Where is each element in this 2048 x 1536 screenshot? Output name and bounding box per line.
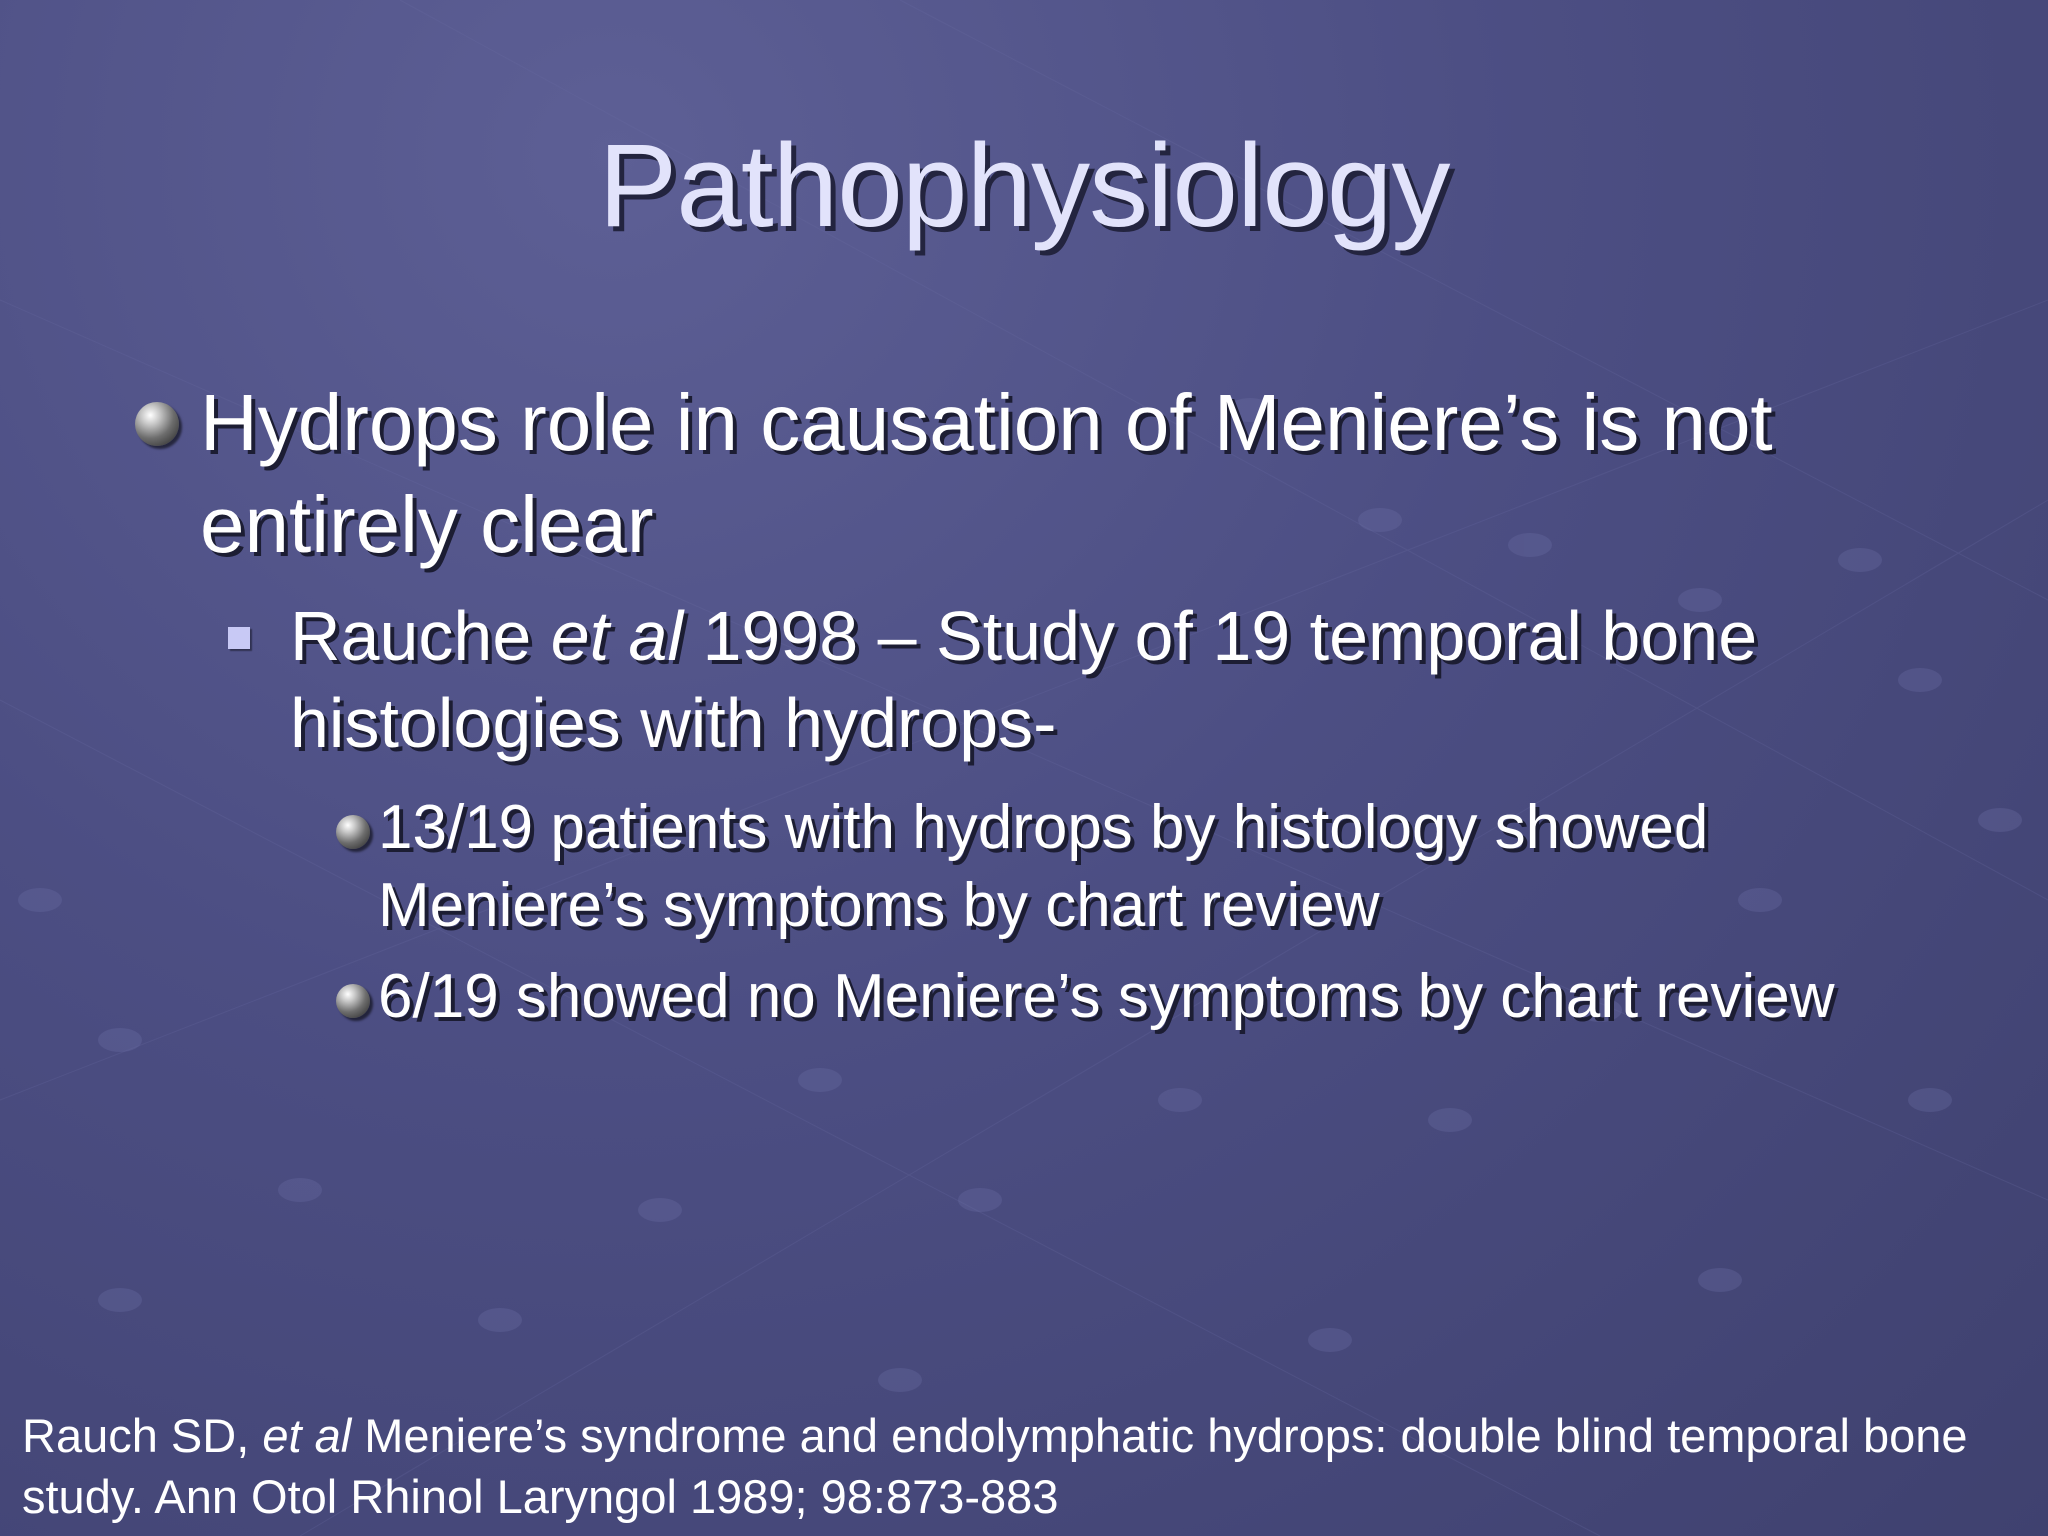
citation-author: Rauch SD,: [22, 1409, 263, 1462]
bullet-level2-etal: et al: [550, 597, 684, 675]
bullet-level1: Hydrops role in causation of Meniere’s is not entirely clear: [200, 378, 1773, 569]
sphere-bullet-icon: [135, 402, 179, 446]
bullet-level2-author: Rauche: [290, 597, 551, 675]
square-bullet-icon: [228, 627, 250, 649]
bullet-level2-rest: 1998 – Study of 19 temporal bone histologies with hydrops-: [290, 597, 1758, 762]
slide-title: Pathophysiology: [598, 120, 1450, 252]
citation-etal: et al: [262, 1409, 352, 1462]
bullet-level3-second: 6/19 showed no Meniere’s symptoms by chart review: [378, 962, 1835, 1031]
sphere-bullet-icon: [336, 815, 370, 849]
sphere-bullet-icon: [336, 984, 370, 1018]
bullet-level3-first: 13/19 patients with hydrops by histology showed Meniere’s symptoms by chart review: [378, 793, 1709, 940]
citation-footer: [22, 1405, 2032, 1527]
citation-rest: Meniere’s syndrome and endolymphatic hydrops: double blind temporal bone study. Ann Otol Rhinol Laryngol 1989; 98:873-883: [22, 1409, 1968, 1523]
bullet-level2: [290, 593, 1890, 767]
